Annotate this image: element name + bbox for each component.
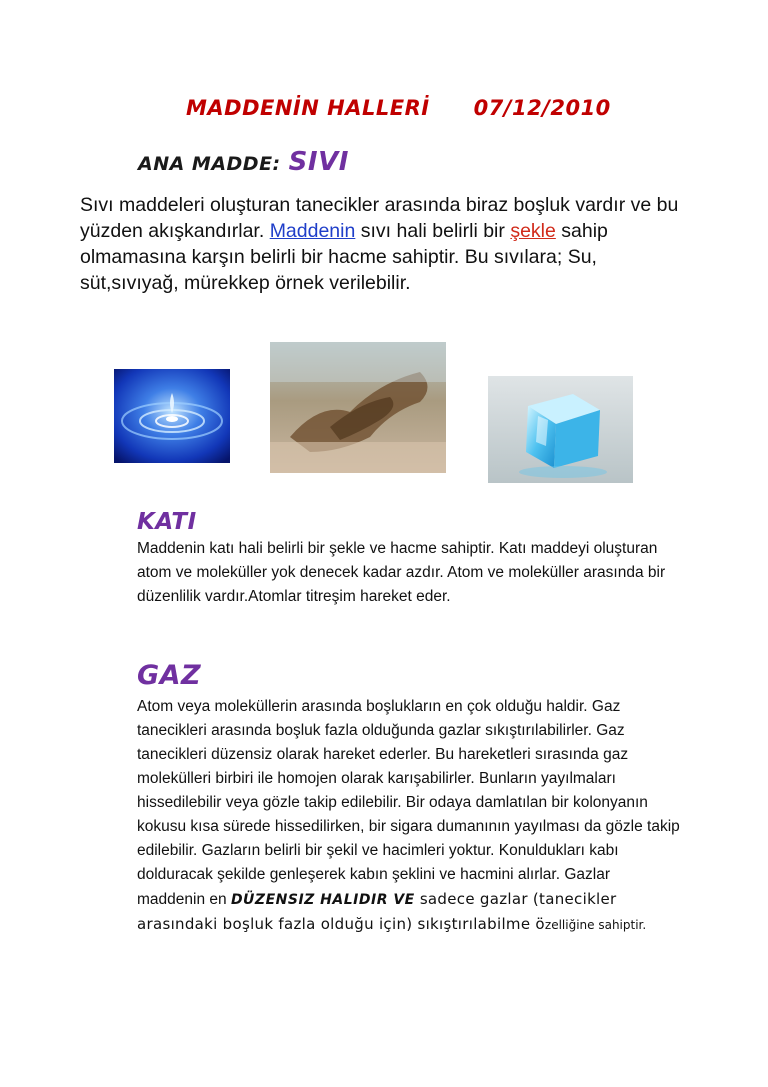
kati-heading: KATI bbox=[137, 509, 197, 535]
document-title: MADDENİN HALLERİ bbox=[186, 96, 430, 120]
subtitle-topic: SIVI bbox=[288, 147, 349, 177]
water-drop-icon bbox=[114, 369, 230, 463]
intro-text-2: sıvı hali belirli bir bbox=[355, 220, 511, 242]
intro-paragraph bbox=[80, 192, 700, 296]
kati-paragraph: Maddenin katı hali belirli bir şekle ve hacme sahiptir. Katı maddeyi oluşturan atom ve moleküller yok denecek kadar azdır. Atom ve moleküller arasında bir düzenlilik vardır.Atomlar titreşim hareket eder. bbox=[137, 540, 666, 605]
sekle-link[interactable]: şekle bbox=[510, 220, 556, 242]
gaz-paragraph bbox=[137, 695, 682, 937]
gaz-text-body: Atom veya moleküllerin arasında boşlukların en çok olduğu haldir. Gaz tanecikleri arasında boşluk fazla olduğunda gazlar sıkıştırılabilirler. Gaz tanecikleri düzensiz olarak hareket ederler. Bu hareketleri sırasında gaz molekülleri birbiri ile homojen olarak karışabilirler. Bunların yayılmaları hissedilebilir veya gözle takip edilebilir. Bir odaya damlatılan bir kolonyanın kokusu kısa sürede hissedilirken, bir sigara dumanının yayılması da gözle takip edilebilir. Gazların belirli bir şekil ve hacimleri yoktur. Konuldukları kabı dolduracak şekilde genleşerek kabın şeklini ve hacmini alırlar. Gazlar maddenin en bbox=[137, 698, 680, 908]
maddenin-link[interactable]: Maddenin bbox=[269, 220, 356, 242]
gaz-text-end: zelliğine sahiptir. bbox=[544, 918, 647, 932]
document-date: 07/12/2010 bbox=[473, 96, 611, 120]
ice-cube-icon bbox=[488, 376, 633, 483]
muddy-water-icon bbox=[270, 342, 446, 473]
water-drop-image bbox=[114, 369, 230, 463]
document-title-row bbox=[186, 96, 611, 120]
intro-text-1: Sıvı maddeleri oluşturan tanecikler arasında biraz boşluk vardır ve bu yüzden akışkandırlar. bbox=[80, 194, 679, 242]
gaz-emphasis: DÜZENSIZ HALIDIR VE bbox=[230, 892, 415, 908]
subtitle-row bbox=[138, 147, 349, 177]
ice-cube-image bbox=[488, 376, 633, 483]
subtitle-label: ANA MADDE: bbox=[138, 153, 281, 175]
intro-text-3: sahip olmamasına karşın belirli bir hacme sahiptir. Bu sıvılara; Su, süt,sıvıyağ, mürekkep örnek verilebilir. bbox=[80, 220, 608, 294]
gaz-heading: GAZ bbox=[137, 660, 202, 691]
gaz-text-tail: sadece gazlar (tanecikler arasındaki boşluk fazla olduğu için) sıkıştırılabilme ö bbox=[137, 890, 617, 933]
muddy-water-image bbox=[270, 342, 446, 473]
